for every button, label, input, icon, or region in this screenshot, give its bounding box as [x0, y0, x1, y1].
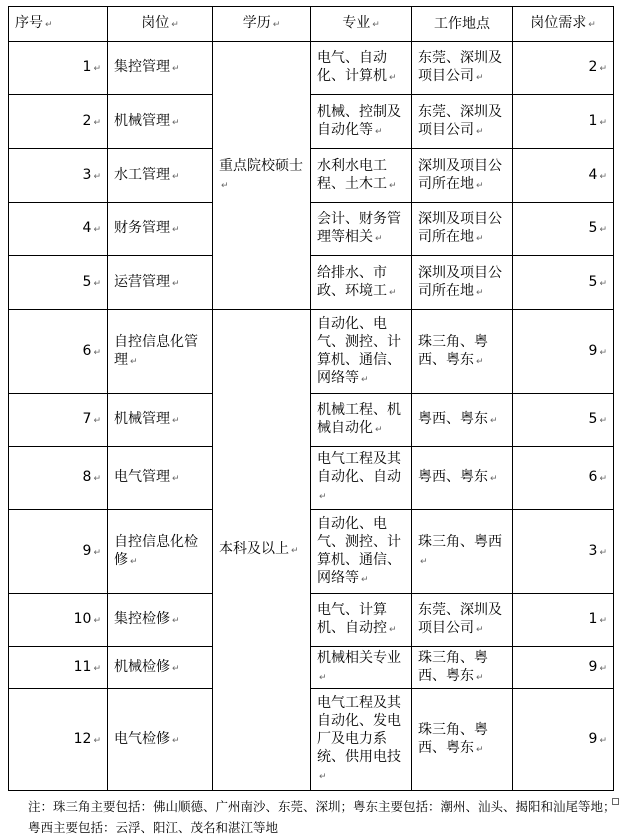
- post-name: 电气检修 ↵: [108, 689, 213, 791]
- place-cell: 粤西、粤东 ↵: [412, 394, 513, 447]
- table-end-marker: [612, 798, 619, 805]
- table-body: [9, 42, 614, 791]
- demand-count: 4 ↵: [513, 149, 614, 203]
- row-number: 8 ↵: [9, 447, 108, 510]
- table-row: [9, 149, 614, 203]
- row-number: 10 ↵: [9, 594, 108, 647]
- table-row: [9, 394, 614, 447]
- post-name: 机械检修 ↵: [108, 647, 213, 689]
- table-row: [9, 647, 614, 689]
- demand-count: 6 ↵: [513, 447, 614, 510]
- header-place: 工作地点: [412, 7, 513, 42]
- place-cell: 深圳及项目公司所在地 ↵: [412, 149, 513, 203]
- place-cell: 珠三角、粤西、粤东 ↵: [412, 647, 513, 689]
- place-cell: 深圳及项目公司所在地 ↵: [412, 203, 513, 256]
- place-cell: 东莞、深圳及项目公司 ↵: [412, 42, 513, 95]
- major-cell: 电气工程及其自动化、自动↵: [311, 447, 412, 510]
- row-number: 5 ↵: [9, 256, 108, 310]
- major-cell: 会计、财务管理等相关 ↵: [311, 203, 412, 256]
- demand-count: 3 ↵: [513, 510, 614, 594]
- post-name: 水工管理 ↵: [108, 149, 213, 203]
- table-row: [9, 510, 614, 594]
- table-row: [9, 689, 614, 791]
- demand-count: 9 ↵: [513, 647, 614, 689]
- post-name: 自控信息化管理 ↵: [108, 310, 213, 394]
- post-name: 机械管理 ↵: [108, 95, 213, 149]
- post-name: 机械管理 ↵: [108, 394, 213, 447]
- row-number: 12 ↵: [9, 689, 108, 791]
- place-cell: 珠三角、粤西、粤东 ↵: [412, 689, 513, 791]
- table-row: [9, 203, 614, 256]
- header-no: 序号 ↵: [9, 7, 108, 42]
- row-number: 7 ↵: [9, 394, 108, 447]
- header-need: 岗位需求 ↵: [513, 7, 614, 42]
- place-cell: 粤西、粤东 ↵: [412, 447, 513, 510]
- table-row: [9, 594, 614, 647]
- header-major: 专业 ↵: [311, 7, 412, 42]
- place-cell: 深圳及项目公司所在地 ↵: [412, 256, 513, 310]
- header-post: 岗位 ↵: [108, 7, 213, 42]
- demand-count: 1 ↵: [513, 95, 614, 149]
- post-name: 财务管理 ↵: [108, 203, 213, 256]
- major-cell: 电气、自动化、计算机 ↵: [311, 42, 412, 95]
- table-row: [9, 310, 614, 394]
- post-name: 集控管理 ↵: [108, 42, 213, 95]
- post-name: 自控信息化检修 ↵: [108, 510, 213, 594]
- table-row: [9, 447, 614, 510]
- education-cell: 重点院校硕士↵: [213, 42, 311, 310]
- post-name: 电气管理 ↵: [108, 447, 213, 510]
- demand-count: 5 ↵: [513, 394, 614, 447]
- place-cell: 珠三角、粤西、粤东 ↵: [412, 310, 513, 394]
- demand-count: 5 ↵: [513, 256, 614, 310]
- demand-count: 9 ↵: [513, 689, 614, 791]
- demand-count: 2 ↵: [513, 42, 614, 95]
- place-cell: 东莞、深圳及项目公司 ↵: [412, 95, 513, 149]
- major-cell: 电气工程及其自动化、发电厂及电力系统、供用电技↵: [311, 689, 412, 791]
- row-number: 11 ↵: [9, 647, 108, 689]
- major-cell: 机械工程、机械自动化 ↵: [311, 394, 412, 447]
- table-row: [9, 42, 614, 95]
- major-cell: 机械、控制及自动化等 ↵: [311, 95, 412, 149]
- major-cell: 自动化、电气、测控、计算机、通信、网络等 ↵: [311, 310, 412, 394]
- table-row: [9, 95, 614, 149]
- row-number: 6 ↵: [9, 310, 108, 394]
- major-cell: 水利水电工程、土木工 ↵: [311, 149, 412, 203]
- education-cell: 本科及以上 ↵: [213, 310, 311, 791]
- demand-count: 1 ↵: [513, 594, 614, 647]
- major-cell: 给排水、市政、环境工 ↵: [311, 256, 412, 310]
- row-number: 2 ↵: [9, 95, 108, 149]
- place-cell: 珠三角、粤西↵: [412, 510, 513, 594]
- place-cell: 东莞、深圳及项目公司 ↵: [412, 594, 513, 647]
- row-number: 9 ↵: [9, 510, 108, 594]
- row-number: 4 ↵: [9, 203, 108, 256]
- post-name: 运营管理 ↵: [108, 256, 213, 310]
- major-cell: 机械相关专业↵: [311, 647, 412, 689]
- major-cell: 自动化、电气、测控、计算机、通信、网络等 ↵: [311, 510, 412, 594]
- recruitment-table: [8, 6, 614, 791]
- footnote: 注：珠三角主要包括：佛山顺德、广州南沙、东莞、深圳；粤东主要包括：潮州、汕头、揭阳和汕尾等地；粤西主要包括：云浮、阳江、茂名和湛江等地: [28, 799, 616, 835]
- row-number: 1 ↵: [9, 42, 108, 95]
- demand-count: 9 ↵: [513, 310, 614, 394]
- major-cell: 电气、计算机、自动控 ↵: [311, 594, 412, 647]
- demand-count: 5 ↵: [513, 203, 614, 256]
- post-name: 集控检修 ↵: [108, 594, 213, 647]
- table-row: [9, 256, 614, 310]
- header-row: [9, 7, 614, 42]
- row-number: 3 ↵: [9, 149, 108, 203]
- header-edu: 学历 ↵: [213, 7, 311, 42]
